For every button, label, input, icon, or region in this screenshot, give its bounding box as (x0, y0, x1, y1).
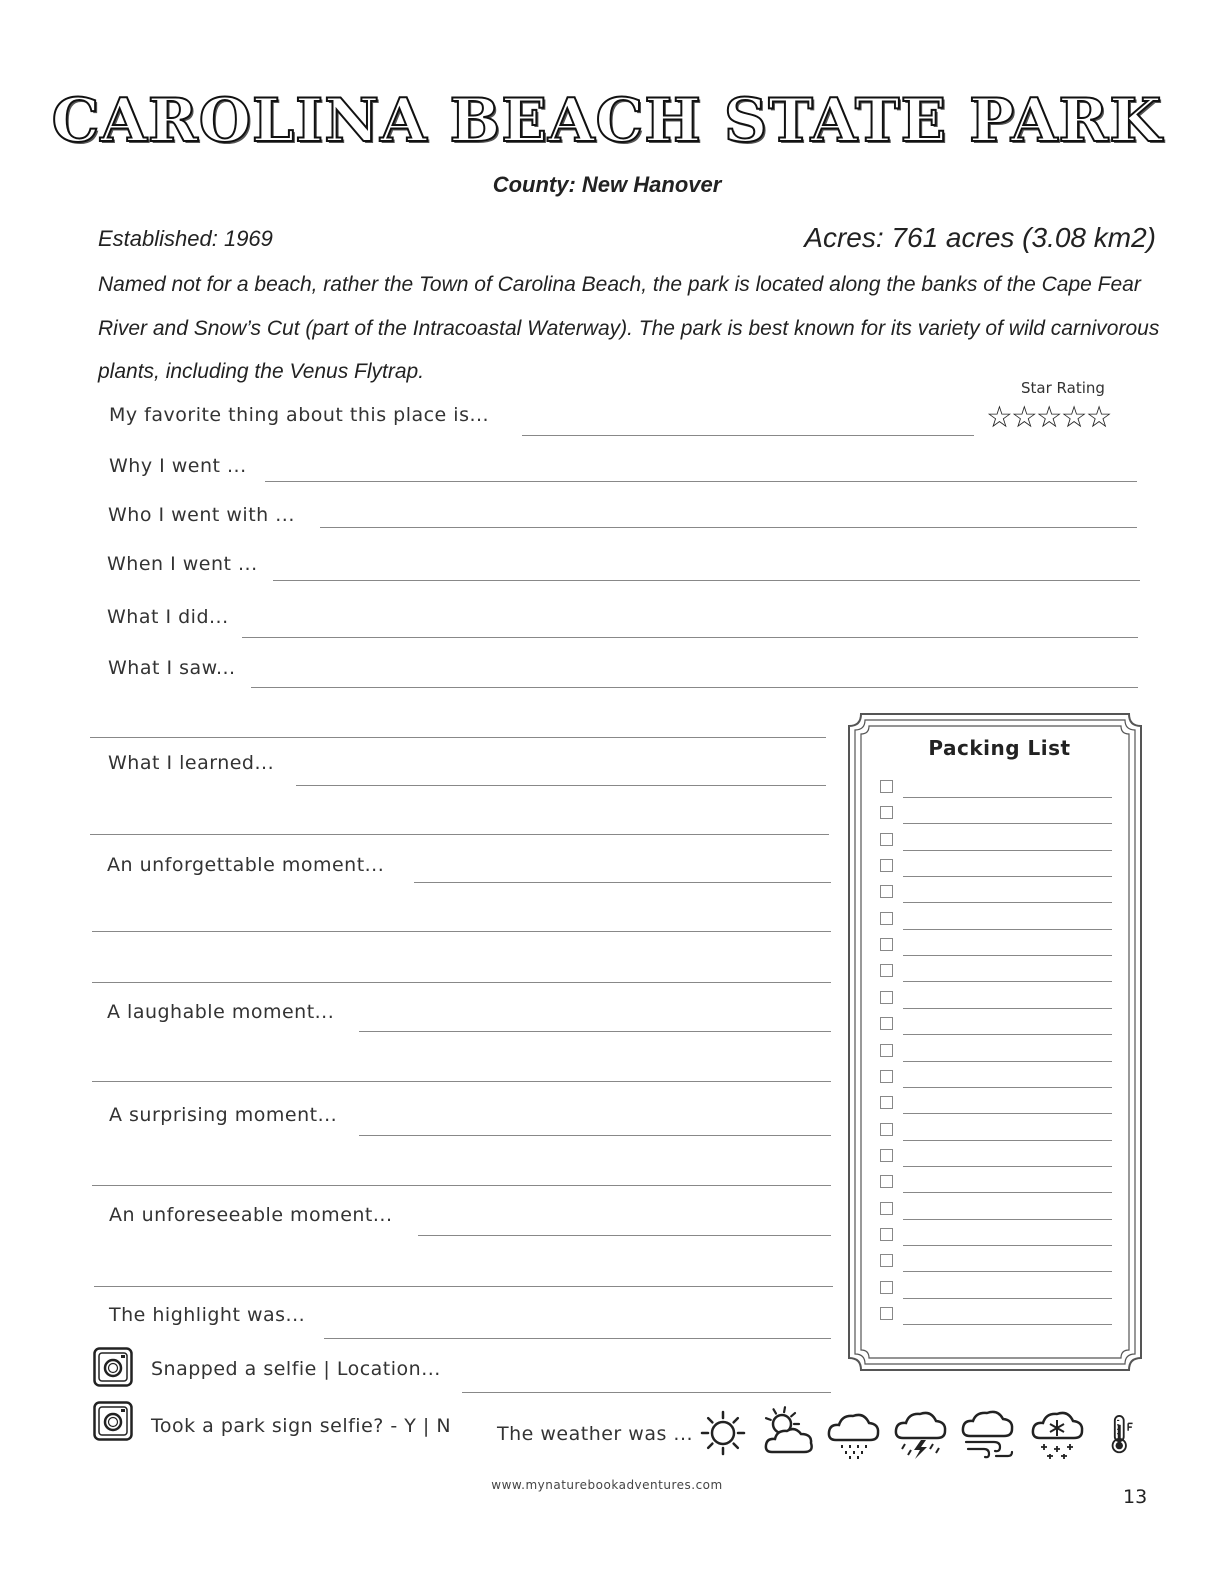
packing-item-line[interactable] (903, 797, 1112, 798)
packing-checkbox[interactable] (880, 1281, 893, 1294)
unforeseeable-line[interactable] (418, 1235, 831, 1236)
park-description: Named not for a beach, rather the Town of Carolina Beach, the park is located along the banks of the Cape Fear River and Snow’s Cut (part of the Intracoastal Waterway). The park is best known for its variety of wild carnivorous plants, including the Venus Flytrap. (98, 273, 1160, 383)
unforgettable-line-2[interactable] (92, 931, 831, 932)
packing-item-line[interactable] (903, 823, 1112, 824)
highlight-line[interactable] (324, 1338, 831, 1339)
sunny-icon[interactable] (696, 1406, 750, 1460)
rain-icon[interactable] (826, 1406, 880, 1460)
packing-item-line[interactable] (903, 929, 1112, 930)
saw-line[interactable] (251, 687, 1138, 688)
packing-item-line[interactable] (903, 850, 1112, 851)
packing-item-line[interactable] (903, 1271, 1112, 1272)
footer-url[interactable]: www.mynaturebookadventures.com (491, 1478, 723, 1492)
established-label: Established: 1969 (98, 226, 273, 251)
packing-checkbox[interactable] (880, 1149, 893, 1162)
county-label: County: New Hanover (492, 172, 722, 197)
did-prompt: What I did... (107, 606, 229, 628)
packing-item-line[interactable] (903, 1192, 1112, 1193)
packing-item-line[interactable] (903, 1219, 1112, 1220)
when-line[interactable] (273, 580, 1140, 581)
favorite-prompt: My favorite thing about this place is... (109, 404, 490, 426)
learned-line-2[interactable] (90, 834, 829, 835)
thunderstorm-icon[interactable] (893, 1406, 947, 1460)
selfie-prompt: Snapped a selfie | Location... (151, 1358, 441, 1380)
packing-checkbox[interactable] (880, 780, 893, 793)
packing-checkbox[interactable] (880, 1096, 893, 1109)
star-rating-label: Star Rating (1021, 379, 1105, 397)
surprising-line[interactable] (359, 1135, 831, 1136)
packing-item-line[interactable] (903, 1034, 1112, 1035)
packing-checkbox[interactable] (880, 964, 893, 977)
laughable-line-2[interactable] (92, 1081, 831, 1082)
unforgettable-line-3[interactable] (92, 982, 831, 983)
sign-selfie-prompt: Took a park sign selfie? - Y | N (151, 1415, 452, 1437)
packing-checkbox[interactable] (880, 991, 893, 1004)
packing-item-line[interactable] (903, 1324, 1112, 1325)
packing-checkbox[interactable] (880, 1123, 893, 1136)
acres-label: Acres: 761 acres (3.08 km2) (804, 222, 1156, 253)
surprising-line-2[interactable] (92, 1185, 831, 1186)
partly-cloudy-icon[interactable] (762, 1406, 816, 1460)
did-line[interactable] (242, 637, 1138, 638)
packing-item-line[interactable] (903, 1140, 1112, 1141)
saw-prompt: What I saw... (108, 657, 236, 679)
saw-line-2[interactable] (90, 737, 826, 738)
packing-checkbox[interactable] (880, 938, 893, 951)
windy-icon[interactable] (960, 1406, 1014, 1460)
packing-checkbox[interactable] (880, 1017, 893, 1030)
page-number: 13 (1123, 1486, 1148, 1508)
camera-icon (93, 1347, 133, 1387)
learned-prompt: What I learned... (108, 752, 275, 774)
laughable-line[interactable] (359, 1031, 831, 1032)
packing-item-line[interactable] (903, 1061, 1112, 1062)
why-prompt: Why I went ... (109, 455, 247, 477)
laughable-prompt: A laughable moment... (107, 1001, 335, 1023)
favorite-line[interactable] (522, 435, 974, 436)
packing-item-line[interactable] (903, 981, 1112, 982)
packing-item-line[interactable] (903, 955, 1112, 956)
packing-checkbox[interactable] (880, 1175, 893, 1188)
packing-checkbox[interactable] (880, 1254, 893, 1267)
page-title: CAROLINA BEACH STATE PARK (51, 86, 1163, 156)
unforeseeable-prompt: An unforeseeable moment... (109, 1204, 393, 1226)
surprising-prompt: A surprising moment... (109, 1104, 338, 1126)
packing-item-line[interactable] (903, 1087, 1112, 1088)
selfie-location-line[interactable] (462, 1392, 831, 1393)
unforeseeable-line-2[interactable] (94, 1286, 833, 1287)
packing-checkbox[interactable] (880, 859, 893, 872)
packing-item-line[interactable] (903, 1245, 1112, 1246)
packing-item-line[interactable] (903, 902, 1112, 903)
packing-item-line[interactable] (903, 1008, 1112, 1009)
packing-checkbox[interactable] (880, 806, 893, 819)
packing-checkbox[interactable] (880, 833, 893, 846)
packing-item-line[interactable] (903, 1298, 1112, 1299)
camera-icon-2 (93, 1401, 133, 1441)
star-rating[interactable]: ☆☆☆☆☆ (986, 400, 1111, 435)
packing-checkbox[interactable] (880, 1307, 893, 1320)
packing-checkbox[interactable] (880, 1228, 893, 1241)
unforgettable-prompt: An unforgettable moment... (107, 854, 385, 876)
packing-item-line[interactable] (903, 876, 1112, 877)
thermometer-icon[interactable] (1100, 1406, 1140, 1460)
who-prompt: Who I went with ... (108, 504, 295, 526)
highlight-prompt: The highlight was... (109, 1304, 306, 1326)
packing-checkbox[interactable] (880, 1202, 893, 1215)
learned-line[interactable] (296, 785, 826, 786)
when-prompt: When I went ... (107, 553, 258, 575)
packing-item-line[interactable] (903, 1166, 1112, 1167)
packing-checkbox[interactable] (880, 912, 893, 925)
packing-checkbox[interactable] (880, 1044, 893, 1057)
packing-item-line[interactable] (903, 1113, 1112, 1114)
unforgettable-line[interactable] (414, 882, 831, 883)
snow-icon[interactable] (1030, 1406, 1084, 1460)
who-line[interactable] (320, 527, 1137, 528)
packing-checkbox[interactable] (880, 885, 893, 898)
packing-checkbox[interactable] (880, 1070, 893, 1083)
packing-list-title: Packing List (928, 736, 1071, 760)
weather-prompt: The weather was ... (497, 1423, 694, 1445)
why-line[interactable] (265, 481, 1137, 482)
